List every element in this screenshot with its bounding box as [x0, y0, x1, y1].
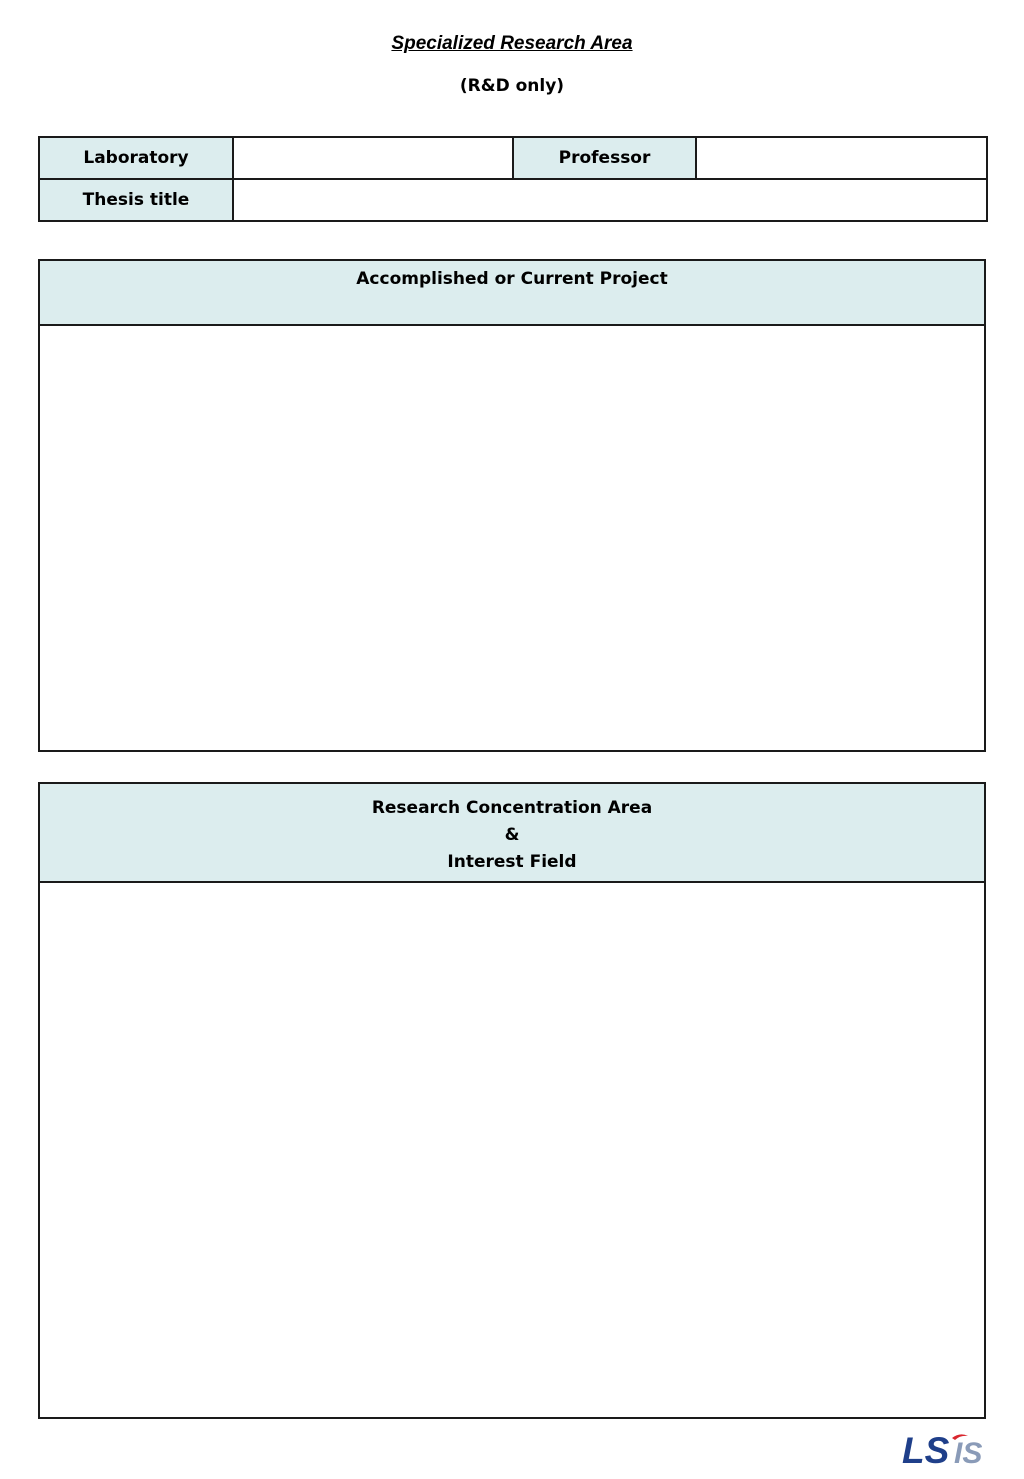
logo-is-text: IS	[954, 1437, 983, 1468]
research-section-heading	[40, 784, 984, 883]
info-table	[38, 136, 988, 222]
laboratory-label: Laboratory	[39, 137, 233, 179]
document-title: Specialized Research Area	[391, 33, 633, 54]
thesis-title-label: Thesis title	[39, 179, 233, 221]
professor-field[interactable]	[696, 137, 987, 179]
project-section-field[interactable]	[40, 326, 984, 748]
project-section	[38, 259, 986, 752]
research-heading-line-2: &	[504, 825, 520, 845]
logo-ls-text: LS	[902, 1430, 950, 1468]
project-section-heading: Accomplished or Current Project	[40, 261, 984, 326]
document-subtitle: (R&D only)	[459, 76, 565, 96]
info-row-lab-professor	[39, 137, 987, 179]
info-row-thesis	[39, 179, 987, 221]
research-heading-line-1: Research Concentration Area	[371, 798, 653, 818]
research-section-field[interactable]	[40, 883, 984, 1415]
ls-is-logo	[902, 1430, 998, 1468]
laboratory-field[interactable]	[233, 137, 513, 179]
research-heading-line-3: Interest Field	[447, 852, 577, 872]
research-section	[38, 782, 986, 1419]
thesis-title-field[interactable]	[233, 179, 987, 221]
professor-label: Professor	[513, 137, 696, 179]
